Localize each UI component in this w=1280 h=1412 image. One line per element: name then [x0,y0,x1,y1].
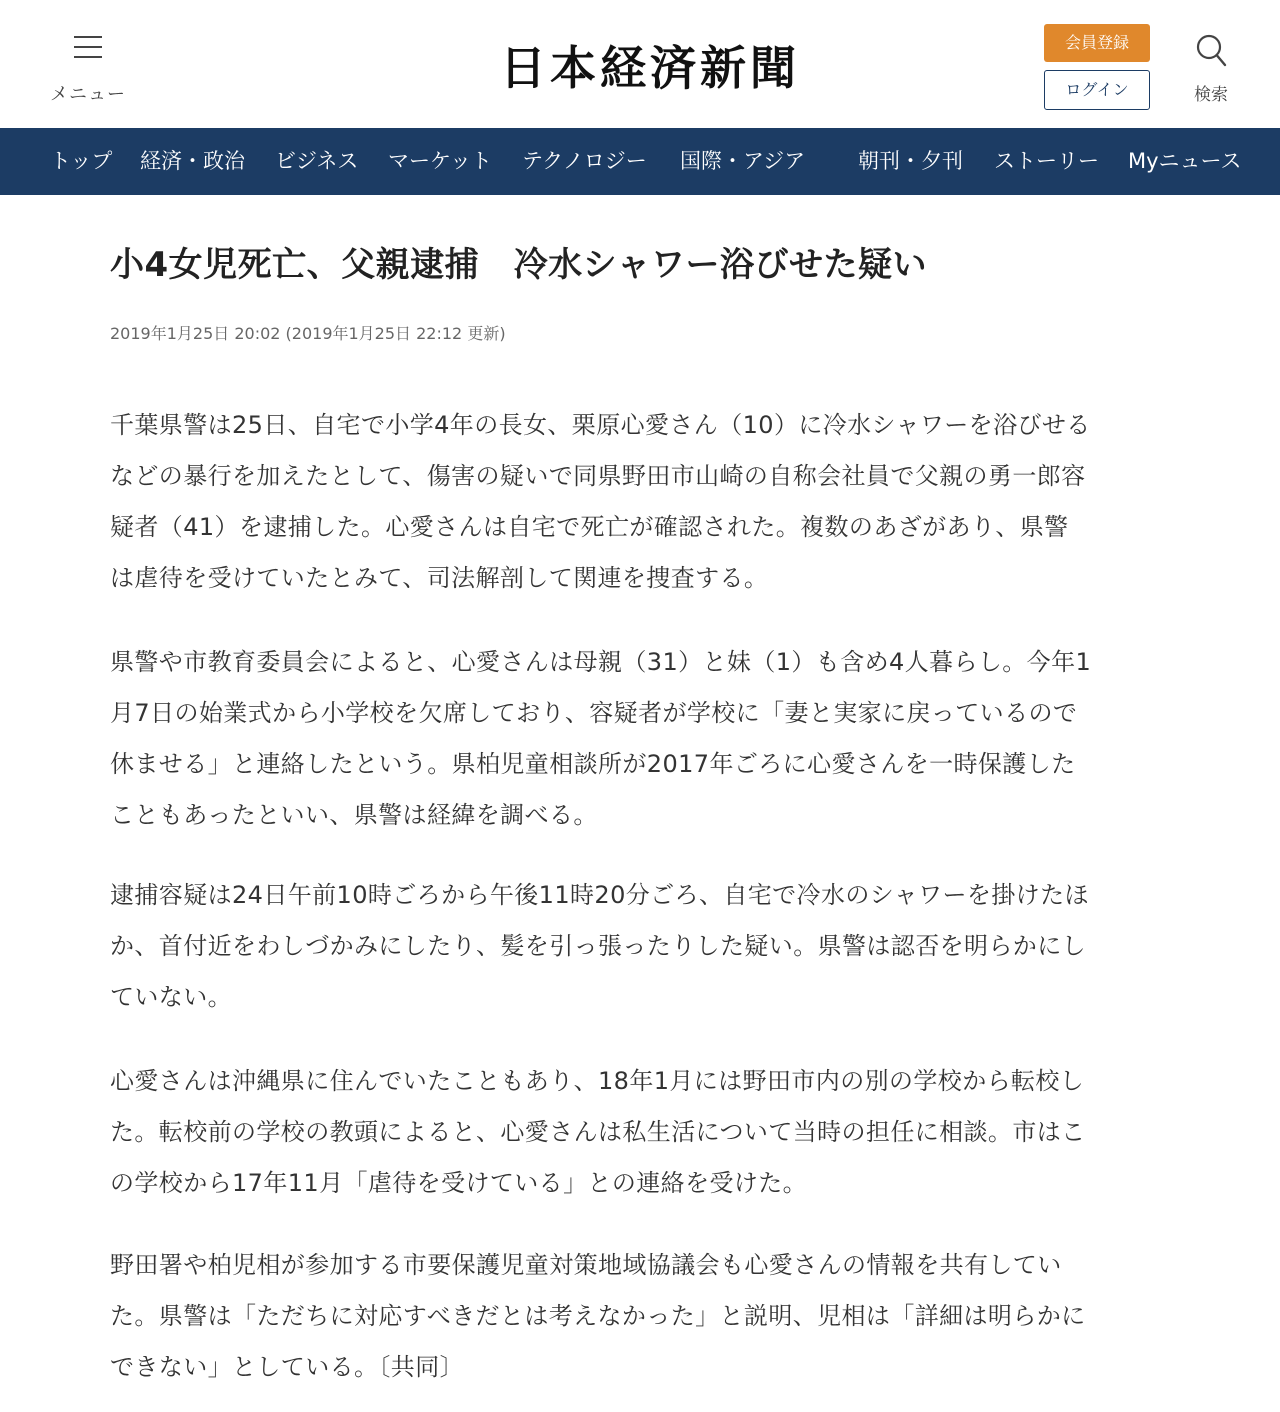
search-icon [1196,34,1228,68]
nav-item-top[interactable]: トップ [50,149,113,173]
search-label: 検索 [1194,85,1228,105]
paragraph-line: は虐待を受けていたとみて、司法解剖して関連を捜査する。 [110,564,769,592]
paragraph-line: 県警や市教育委員会によると、心愛さんは母親（31）と妹（1）も含め4人暮らし。今年1 [110,648,1092,676]
site-header [0,0,1280,128]
article-headline: 小4女児死亡、父親逮捕 冷水シャワー浴びせた疑い [110,245,927,285]
paragraph-line: などの暴行を加えたとして、傷害の疑いで同県野田市山崎の自称会社員で父親の勇一郎容 [110,462,1086,490]
nav-item-market[interactable]: マーケット [388,149,492,173]
nav-item-international-asia[interactable]: 国際・アジア [680,149,806,173]
paragraph-line: か、首付近をわしづかみにしたり、髪を引っ張ったりした疑い。県警は認否を明らかにし [110,932,1086,960]
article-timestamp: 2019年1月25日 20:02 (2019年1月25日 22:12 更新) [110,324,506,343]
article-paragraph [110,1240,1186,1393]
paragraph-line: こともあったといい、県警は経緯を調べる。 [110,801,598,829]
nav-item-technology[interactable]: テクノロジー [522,149,647,173]
nav-item-economy-politics[interactable]: 経済・政治 [140,149,245,173]
paragraph-line: ていない。 [110,983,232,1011]
article-paragraph [110,400,1186,604]
register-button[interactable]: 会員登録 [1044,24,1150,62]
paragraph-line: 休ませる」と連絡したという。県柏児童相談所が2017年ごろに心愛さんを一時保護した [110,750,1076,778]
article-paragraph [110,1056,1186,1209]
paragraph-line: た。県警は「ただちに対応すべきだとは考えなかった」と説明、児相は「詳細は明らかに [110,1302,1086,1330]
nav-item-my-news[interactable]: Myニュース [1128,149,1242,173]
main-nav [0,128,1280,195]
paragraph-line: 心愛さんは沖縄県に住んでいたこともあり、18年1月には野田市内の別の学校から転校し [110,1067,1085,1095]
article-paragraph [110,870,1186,1023]
search-button[interactable] [1182,32,1240,104]
hamburger-icon [74,36,102,58]
paragraph-line: 逮捕容疑は24日午前10時ごろから午後11時20分ごろ、自宅で冷水のシャワーを掛けたほ [110,881,1089,909]
paragraph-line: 野田署や柏児相が参加する市要保護児童対策地域協議会も心愛さんの情報を共有してい [110,1251,1062,1279]
paragraph-line: できない」としている。〔共同〕 [110,1353,464,1381]
login-button[interactable]: ログイン [1044,70,1150,110]
menu-button[interactable] [44,30,132,104]
paragraph-line: 疑者（41）を逮捕した。心愛さんは自宅で死亡が確認された。複数のあざがあり、県警 [110,513,1069,541]
nav-item-business[interactable]: ビジネス [275,149,359,173]
paragraph-line: 千葉県警は25日、自宅で小学4年の長女、栗原心愛さん（10）に冷水シャワーを浴びせる [110,411,1091,439]
article-paragraph [110,637,1186,841]
nav-item-story[interactable]: ストーリー [994,149,1099,173]
paragraph-line: た。転校前の学校の教頭によると、心愛さんは私生活について当時の担任に相談。市はこ [110,1118,1086,1146]
nav-item-morning-evening-edition[interactable]: 朝刊・夕刊 [858,149,963,173]
site-logo[interactable]: 日本経済新聞 [500,41,800,95]
menu-label: メニュー [50,84,126,105]
paragraph-line: 月7日の始業式から小学校を欠席しており、容疑者が学校に「妻と実家に戻っているので [110,699,1078,727]
paragraph-line: の学校から17年11月「虐待を受けている」との連絡を受けた。 [110,1169,808,1197]
